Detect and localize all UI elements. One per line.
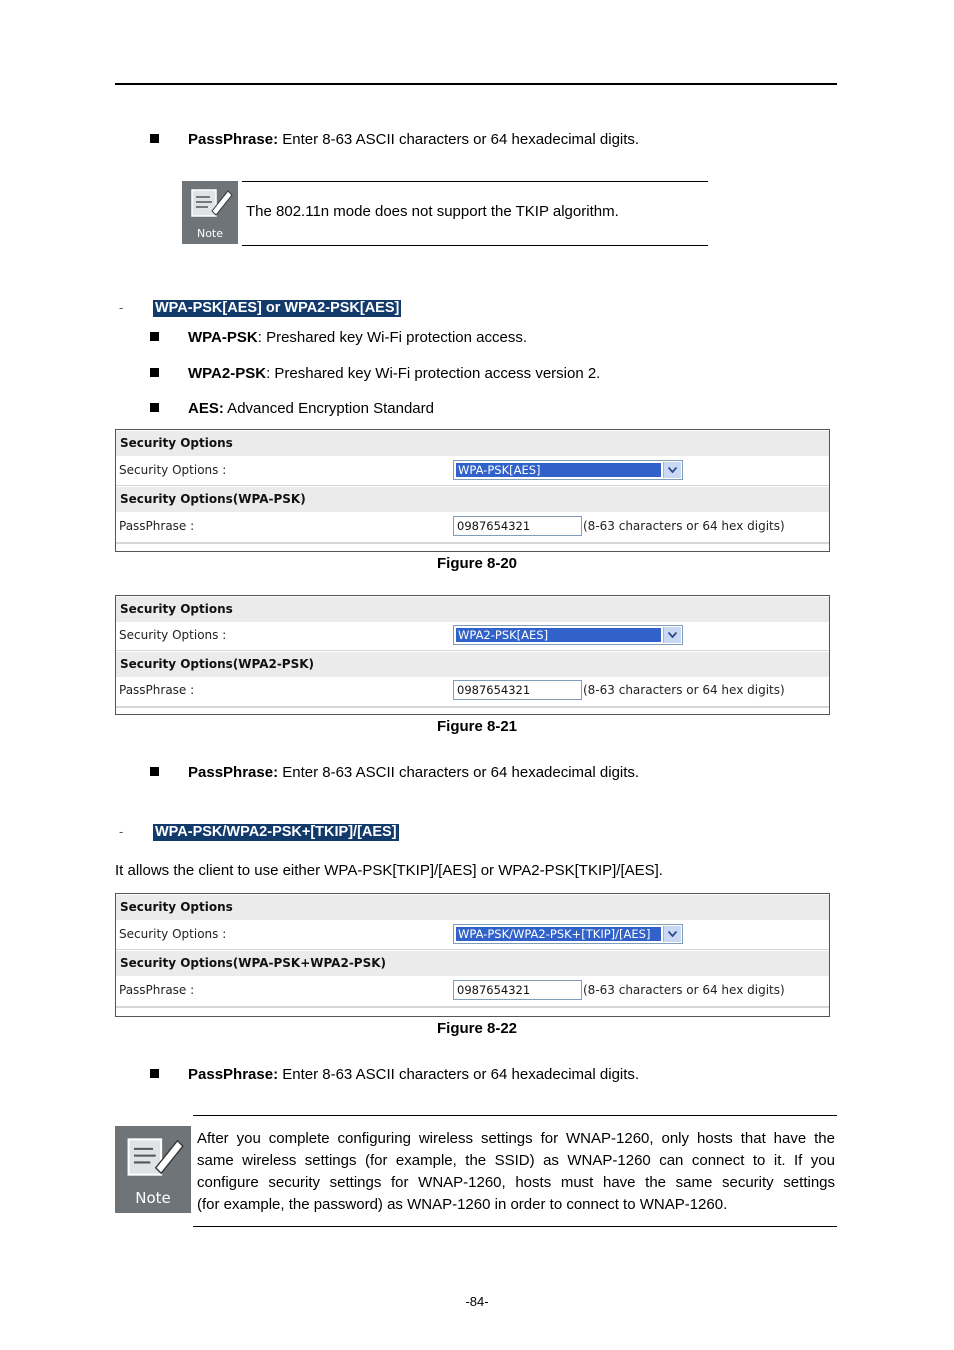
dropdown-button[interactable]	[663, 926, 681, 942]
note-icon-label: Note	[135, 1189, 171, 1207]
figure-caption: Figure 8-22	[436, 1020, 518, 1037]
bullet-term: AES:	[188, 400, 224, 417]
security-options-panel-fig20	[115, 429, 830, 552]
bullet-passphrase	[150, 131, 639, 149]
note-pencil-paper-icon	[115, 1126, 191, 1188]
bullet-term: WPA2-PSK	[188, 365, 267, 382]
bullet-aes	[150, 400, 434, 418]
note-top-rule	[193, 1115, 837, 1116]
chevron-down-icon	[668, 632, 677, 638]
passphrase-row	[116, 975, 829, 1006]
section-heading: WPA-PSK/WPA2-PSK+[TKIP]/[AES]	[155, 824, 397, 840]
header-rule	[115, 83, 837, 85]
passphrase-label: PassPhrase :	[119, 983, 195, 997]
passphrase-hint: (8-63 characters or 64 hex digits)	[583, 683, 785, 697]
panel-header: Security Options	[116, 894, 829, 920]
row-divider	[116, 706, 829, 708]
bullet-term: PassPhrase:	[188, 131, 279, 148]
bullet-passphrase	[150, 764, 639, 782]
security-options-label: Security Options :	[119, 927, 227, 941]
note-bottom-rule	[242, 245, 708, 246]
bullet-term: PassPhrase:	[188, 1066, 279, 1083]
chevron-down-icon	[668, 931, 677, 937]
passphrase-label: PassPhrase :	[119, 683, 195, 697]
section-dash: -	[119, 300, 124, 315]
passphrase-row	[116, 511, 829, 542]
note-line-2: same wireless settings (for example, the SSID) as WNAP-1260 can connect to it. If you	[197, 1152, 835, 1169]
select-value: WPA-PSK[AES]	[456, 463, 661, 477]
security-options-select[interactable]	[453, 625, 683, 645]
panel-header: Security Options	[116, 430, 829, 456]
note-icon-label: Note	[196, 227, 224, 240]
note-icon	[115, 1126, 191, 1213]
square-bullet-icon	[150, 332, 159, 341]
note-pencil-paper-icon	[182, 181, 238, 225]
note-icon	[182, 181, 238, 244]
panel-header: Security Options	[116, 596, 829, 622]
bullet-text: Enter 8-63 ASCII characters or 64 hexadecimal digits.	[278, 764, 640, 781]
dropdown-button[interactable]	[663, 627, 681, 643]
select-value: WPA-PSK/WPA2-PSK+[TKIP]/[AES]	[456, 927, 661, 941]
passphrase-input[interactable]: 0987654321	[453, 680, 582, 700]
figure-caption: Figure 8-20	[436, 555, 518, 572]
bullet-text: Advanced Encryption Standard	[223, 400, 434, 417]
bullet-wpa2-psk	[150, 365, 600, 383]
panel-header: Security Options(WPA2-PSK)	[116, 651, 829, 677]
bullet-text: Enter 8-63 ASCII characters or 64 hexadecimal digits.	[278, 131, 640, 148]
bullet-passphrase	[150, 1066, 639, 1084]
security-options-row	[116, 455, 829, 486]
security-options-row	[116, 919, 829, 950]
bullet-wpa-psk	[150, 329, 527, 347]
note-text	[197, 1128, 835, 1216]
passphrase-input[interactable]: 0987654321	[453, 516, 582, 536]
security-options-label: Security Options :	[119, 628, 227, 642]
section-paragraph: It allows the client to use either WPA-PSK[TKIP]/[AES] or WPA2-PSK[TKIP]/[AES].	[115, 862, 663, 879]
security-options-select[interactable]	[453, 460, 683, 480]
chevron-down-icon	[668, 467, 677, 473]
passphrase-hint: (8-63 characters or 64 hex digits)	[583, 519, 785, 533]
section-dash: -	[119, 824, 124, 839]
dropdown-button[interactable]	[663, 462, 681, 478]
security-options-panel-fig21	[115, 595, 830, 715]
passphrase-label: PassPhrase :	[119, 519, 195, 533]
bullet-term: WPA-PSK	[188, 329, 258, 346]
note-line-1: After you complete configuring wireless settings for WNAP-1260, only hosts that have the	[197, 1130, 835, 1147]
square-bullet-icon	[150, 134, 159, 143]
passphrase-input[interactable]: 0987654321	[453, 980, 582, 1000]
security-options-label: Security Options :	[119, 463, 227, 477]
figure-caption: Figure 8-21	[436, 718, 518, 735]
square-bullet-icon	[150, 368, 159, 377]
note-top-rule	[242, 181, 708, 182]
note-line-4: (for example, the password) as WNAP-1260 in order to connect to WNAP-1260.	[197, 1196, 728, 1213]
square-bullet-icon	[150, 767, 159, 776]
security-options-row	[116, 620, 829, 651]
row-divider	[116, 1006, 829, 1008]
note-bottom-rule	[193, 1226, 837, 1227]
security-options-select[interactable]	[453, 924, 683, 944]
panel-header: Security Options(WPA-PSK)	[116, 486, 829, 512]
bullet-text: Enter 8-63 ASCII characters or 64 hexadecimal digits.	[278, 1066, 640, 1083]
bullet-term: PassPhrase:	[188, 764, 279, 781]
bullet-text: : Preshared key Wi-Fi protection access version 2.	[266, 365, 601, 382]
square-bullet-icon	[150, 1069, 159, 1078]
note-text: The 802.11n mode does not support the TKIP algorithm.	[246, 203, 619, 220]
passphrase-row	[116, 675, 829, 706]
row-divider	[116, 542, 829, 544]
section-heading: WPA-PSK[AES] or WPA2-PSK[AES]	[155, 300, 400, 316]
square-bullet-icon	[150, 403, 159, 412]
passphrase-hint: (8-63 characters or 64 hex digits)	[583, 983, 785, 997]
page-number: -84-	[465, 1294, 489, 1309]
note-line-3: configure security settings for WNAP-1260, hosts must have the same security settings	[197, 1174, 835, 1191]
select-value: WPA2-PSK[AES]	[456, 628, 661, 642]
security-options-panel-fig22	[115, 893, 830, 1017]
bullet-text: : Preshared key Wi-Fi protection access.	[257, 329, 527, 346]
panel-header: Security Options(WPA-PSK+WPA2-PSK)	[116, 950, 829, 976]
